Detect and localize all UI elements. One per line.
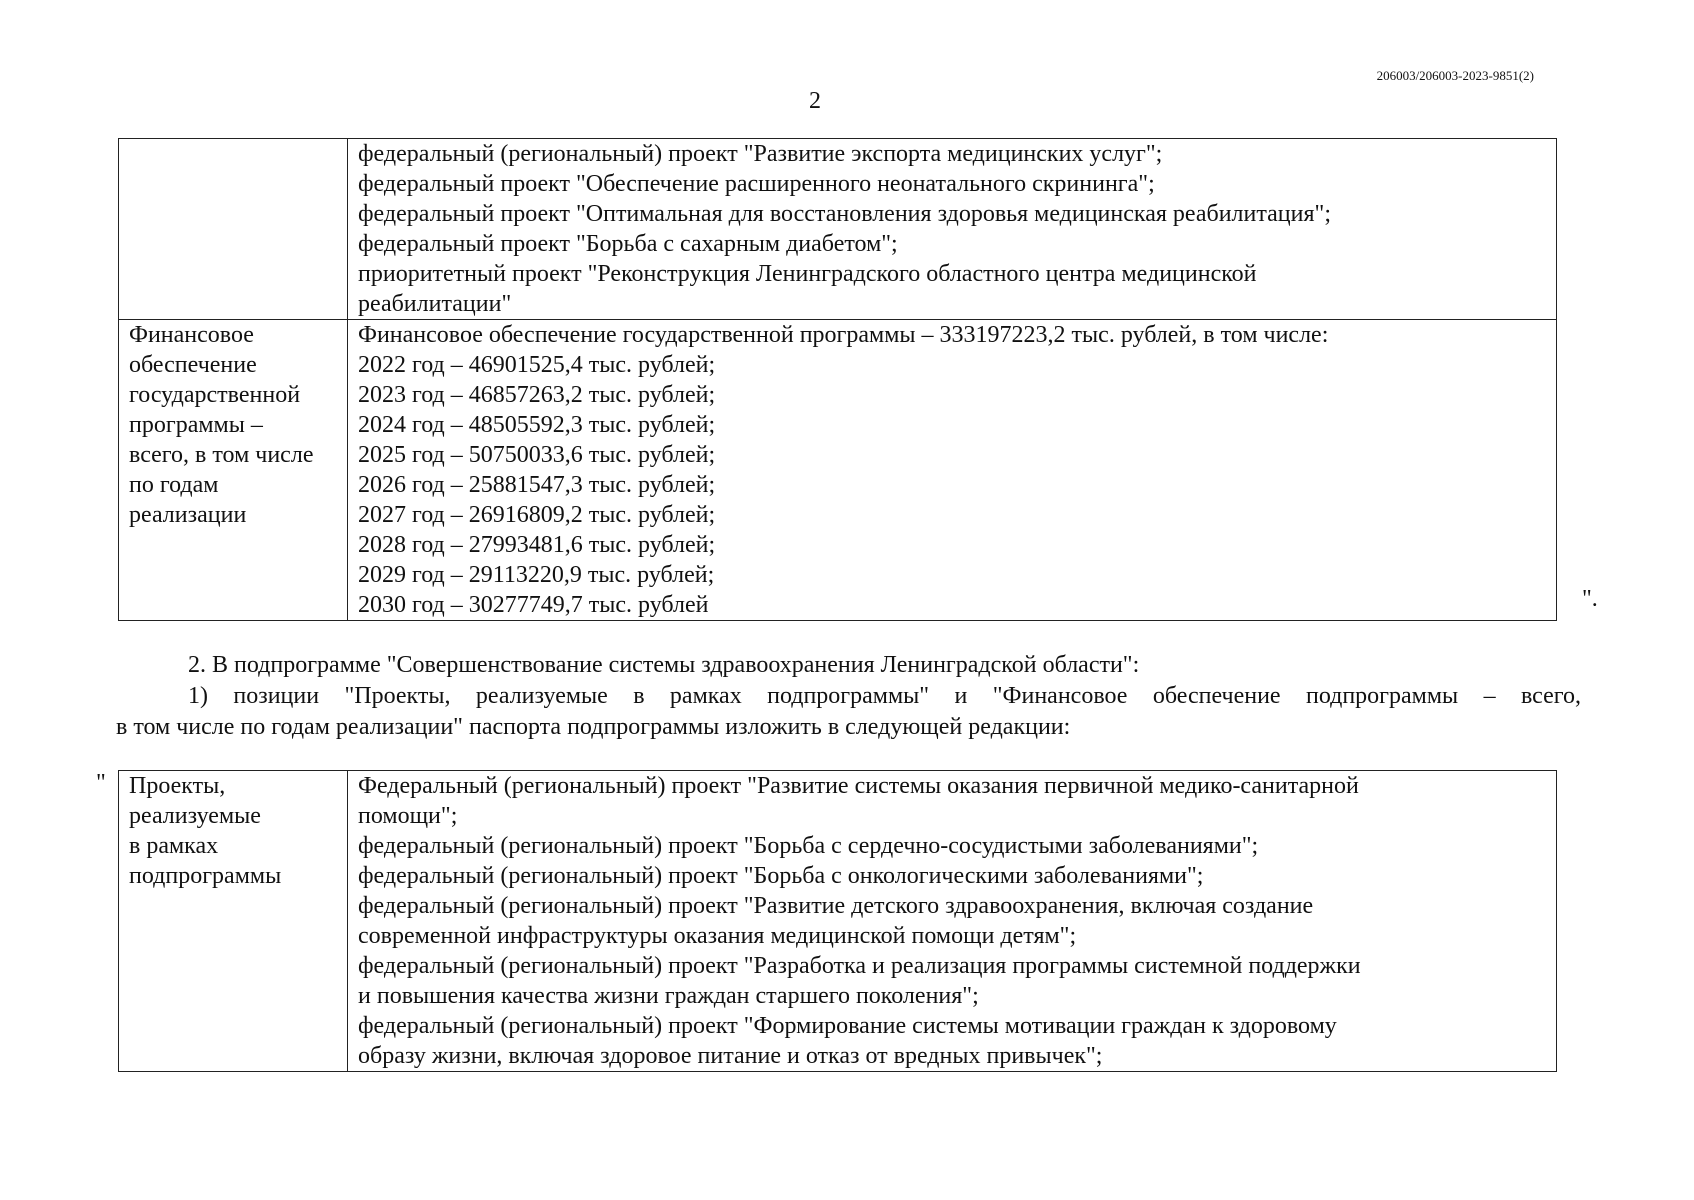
project-line: федеральный (региональный) проект "Борьба с сердечно-сосудистыми заболеваниями"; bbox=[358, 833, 1259, 859]
label-line: в рамках bbox=[129, 833, 219, 859]
label-line: реализуемые bbox=[129, 803, 261, 829]
document-number: 206003/206003-2023-9851(2) bbox=[1376, 68, 1534, 83]
project-line: и повышения качества жизни граждан старшего поколения"; bbox=[358, 983, 979, 1009]
label-line: Финансовое bbox=[129, 322, 254, 348]
finance-year-line: 2024 год – 48505592,3 тыс. рублей; bbox=[358, 412, 716, 438]
finance-year-line: 2022 год – 46901525,4 тыс. рублей; bbox=[358, 352, 716, 378]
finance-total-line: Финансовое обеспечение государственной программы – 333197223,2 тыс. рублей, в том числе: bbox=[358, 322, 1329, 348]
project-line: федеральный (региональный) проект "Развитие детского здравоохранения, включая создание bbox=[358, 893, 1314, 919]
label-line: реализации bbox=[129, 502, 247, 528]
table-cell-finance-label bbox=[119, 320, 348, 621]
project-line: Федеральный (региональный) проект "Развитие системы оказания первичной медико-санитарной bbox=[358, 773, 1359, 799]
finance-year-line: 2026 год – 25881547,3 тыс. рублей; bbox=[358, 472, 716, 498]
project-line: федеральный (региональный) проект "Формирование системы мотивации граждан к здоровому bbox=[358, 1013, 1337, 1039]
project-line: федеральный проект "Оптимальная для восстановления здоровья медицинская реабилитация"; bbox=[358, 201, 1331, 227]
label-line: по годам bbox=[129, 472, 219, 498]
project-line: современной инфраструктуры оказания медицинской помощи детям"; bbox=[358, 923, 1077, 949]
project-line: приоритетный проект "Реконструкция Ленинградского областного центра медицинской bbox=[358, 261, 1257, 287]
project-line: федеральный (региональный) проект "Разработка и реализация программы системной поддержки bbox=[358, 953, 1361, 979]
project-line: федеральный проект "Обеспечение расширенного неонатального скрининга"; bbox=[358, 171, 1155, 197]
table-cell-subprogram-projects bbox=[348, 771, 1557, 1072]
finance-year-line: 2030 год – 30277749,7 тыс. рублей bbox=[358, 592, 709, 618]
label-line: программы – bbox=[129, 412, 263, 438]
project-line: образу жизни, включая здоровое питание и отказ от вредных привычек"; bbox=[358, 1043, 1103, 1069]
label-line: всего, в том числе bbox=[129, 442, 314, 468]
finance-year-line: 2025 год – 50750033,6 тыс. рублей; bbox=[358, 442, 716, 468]
finance-year-line: 2027 год – 26916809,2 тыс. рублей; bbox=[358, 502, 716, 528]
table-row bbox=[119, 139, 1557, 320]
project-line: федеральный (региональный) проект "Борьба с онкологическими заболеваниями"; bbox=[358, 863, 1204, 889]
table-cell-projects bbox=[348, 139, 1557, 320]
label-line: Проекты, bbox=[129, 773, 226, 799]
label-line: государственной bbox=[129, 382, 301, 408]
paragraph-positions-line1: 1) позиции "Проекты, реализуемые в рамках подпрограммы" и "Финансовое обеспечение подпрограммы – всего, bbox=[188, 683, 1581, 709]
finance-year-line: 2023 год – 46857263,2 тыс. рублей; bbox=[358, 382, 716, 408]
project-line: федеральный (региональный) проект "Развитие экспорта медицинских услуг"; bbox=[358, 141, 1163, 167]
opening-quote: " bbox=[96, 770, 106, 796]
closing-quote: ". bbox=[1582, 586, 1598, 612]
project-line: помощи"; bbox=[358, 803, 458, 829]
paragraph-positions-line2: в том числе по годам реализации" паспорта подпрограммы изложить в следующей редакции: bbox=[116, 714, 1071, 740]
project-line: реабилитации" bbox=[358, 291, 512, 317]
label-line: обеспечение bbox=[129, 352, 257, 378]
table-row bbox=[119, 771, 1557, 1072]
finance-year-line: 2028 год – 27993481,6 тыс. рублей; bbox=[358, 532, 716, 558]
table-cell-projects-label bbox=[119, 771, 348, 1072]
paragraph-subprogram: 2. В подпрограмме "Совершенствование системы здравоохранения Ленинградской области": bbox=[188, 652, 1140, 678]
program-passport-table bbox=[118, 138, 1557, 621]
label-line: подпрограммы bbox=[129, 863, 282, 889]
table-row bbox=[119, 320, 1557, 621]
table-cell-label-empty bbox=[119, 139, 348, 320]
page-number: 2 bbox=[809, 88, 821, 114]
finance-year-line: 2029 год – 29113220,9 тыс. рублей; bbox=[358, 562, 715, 588]
table-cell-finance-values bbox=[348, 320, 1557, 621]
project-line: федеральный проект "Борьба с сахарным диабетом"; bbox=[358, 231, 898, 257]
subprogram-passport-table bbox=[118, 770, 1557, 1072]
